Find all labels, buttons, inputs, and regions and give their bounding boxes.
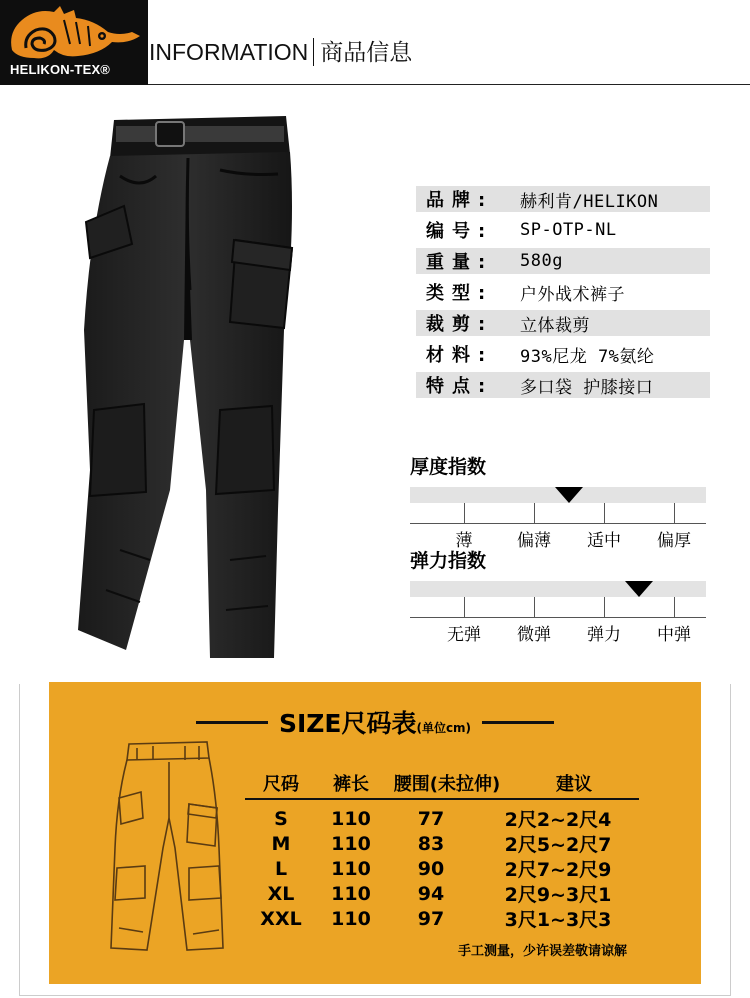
thickness-label: 薄 [455, 531, 473, 551]
heading-rule [196, 721, 268, 724]
scale-tick [604, 597, 605, 617]
spec-value: SP-OTP-NL [520, 220, 617, 240]
scale-tick [534, 597, 535, 617]
spec-label: 裁剪: [426, 314, 494, 335]
thickness-index [410, 452, 706, 551]
column-header: 腰围(未拉伸) [393, 774, 501, 795]
scale-tick [464, 597, 465, 617]
title-chinese: 商品信息 [320, 39, 413, 65]
size-table-header [245, 768, 639, 800]
column-header: 建议 [556, 774, 592, 795]
spec-row-weight [416, 248, 710, 274]
frame-border [19, 684, 20, 996]
brand-logo [0, 0, 148, 85]
spec-table [416, 186, 710, 403]
suggestion-cell: 2尺2~2尺4 [504, 809, 612, 831]
title-english: INFORMATION [149, 39, 309, 65]
measurement-note: 手工测量，少许误差敬请谅解 [457, 944, 627, 959]
logo-wordmark: HELIKON-TEX® [10, 62, 111, 77]
elasticity-marker-icon [625, 581, 653, 597]
scale-tick [674, 597, 675, 617]
size-chart-panel [49, 682, 701, 984]
length-cell: 110 [331, 807, 371, 830]
thickness-title: 厚度指数 [410, 456, 487, 478]
thickness-labels [410, 524, 706, 551]
elasticity-axis [410, 597, 706, 618]
page-title [149, 34, 412, 67]
scale-tick [674, 503, 675, 523]
spec-value: 户外战术裤子 [520, 284, 625, 305]
title-divider [313, 38, 314, 66]
suggestion-cell: 2尺5~2尺7 [504, 834, 612, 856]
thickness-bar [410, 487, 706, 503]
waist-cell: 97 [417, 907, 445, 930]
elasticity-label: 中弹 [657, 625, 691, 645]
scale-tick [464, 503, 465, 523]
waist-cell: 83 [417, 832, 445, 855]
size-cell: L [274, 857, 288, 880]
size-cell: XXL [260, 907, 302, 930]
spec-label: 材料: [426, 345, 494, 366]
length-cell: 110 [331, 882, 371, 905]
spec-row-type [416, 279, 710, 305]
size-chart-title: SIZE尺码表 [278, 709, 417, 738]
thickness-axis [410, 503, 706, 524]
size-table [245, 768, 639, 931]
spec-row-code [416, 217, 710, 243]
spec-value: 多口袋 护膝接口 [520, 377, 654, 398]
frame-border [730, 684, 731, 996]
thickness-label: 偏薄 [517, 531, 551, 551]
thickness-label: 适中 [587, 531, 621, 551]
frame-border [19, 995, 731, 996]
spec-value: 立体裁剪 [520, 315, 590, 336]
suggestion-cell: 2尺7~2尺9 [504, 859, 612, 881]
size-chart-unit: (单位cm) [416, 721, 472, 735]
scale-tick [534, 503, 535, 523]
size-cell: XL [267, 882, 295, 905]
length-cell: 110 [331, 857, 371, 880]
spec-row-features [416, 372, 710, 398]
spec-row-material [416, 341, 710, 367]
size-cell: M [271, 832, 291, 855]
waist-cell: 77 [417, 807, 445, 830]
table-row [245, 881, 639, 906]
elasticity-title: 弹力指数 [410, 550, 487, 572]
table-row [245, 831, 639, 856]
spec-label: 重量: [426, 252, 494, 273]
pants-sketch-icon [103, 738, 233, 958]
spec-row-brand [416, 186, 710, 212]
column-header: 尺码 [263, 774, 299, 795]
spec-row-cut [416, 310, 710, 336]
table-row [245, 906, 639, 931]
spec-label: 特点: [426, 376, 494, 397]
length-cell: 110 [331, 907, 371, 930]
spec-label: 类型: [426, 283, 494, 304]
size-cell: S [274, 807, 288, 830]
waist-cell: 90 [417, 857, 445, 880]
elasticity-labels [410, 618, 706, 645]
table-row [245, 856, 639, 881]
waist-cell: 94 [417, 882, 445, 905]
elasticity-bar [410, 581, 706, 597]
suggestion-cell: 2尺9~3尺1 [504, 884, 612, 906]
column-header: 裤长 [333, 774, 369, 795]
product-photo-pants [60, 110, 300, 660]
table-row [245, 806, 639, 831]
header-divider [148, 84, 750, 85]
elasticity-label: 微弹 [517, 625, 551, 645]
size-chart-heading [49, 704, 701, 740]
chameleon-logo-icon [4, 2, 144, 62]
length-cell: 110 [331, 832, 371, 855]
elasticity-index [410, 546, 706, 645]
elasticity-label: 无弹 [447, 625, 481, 645]
spec-label: 品牌: [426, 190, 494, 211]
spec-label: 编号: [426, 221, 494, 242]
spec-value: 赫利肯/HELIKON [520, 191, 659, 212]
spec-value: 93%尼龙 7%氨纶 [520, 346, 655, 367]
suggestion-cell: 3尺1~3尺3 [504, 909, 612, 931]
thickness-marker-icon [555, 487, 583, 503]
elasticity-label: 弹力 [587, 625, 621, 645]
heading-rule [482, 721, 554, 724]
scale-tick [604, 503, 605, 523]
thickness-label: 偏厚 [657, 531, 691, 551]
spec-value: 580g [520, 251, 563, 271]
